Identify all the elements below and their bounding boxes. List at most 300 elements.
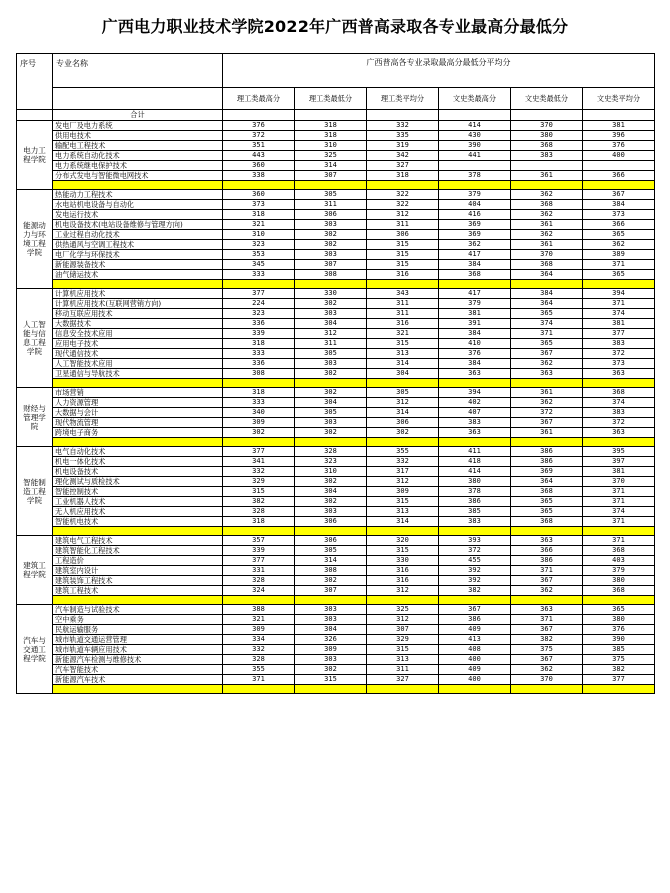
score-cell: 369 <box>439 220 511 230</box>
major-name: 城市轨道车辆应用技术 <box>53 645 223 655</box>
header-seq: 序号 <box>17 54 53 110</box>
score-cell <box>439 161 511 171</box>
table-row <box>17 517 655 527</box>
score-cell: 345 <box>223 260 295 270</box>
score-cell: 325 <box>367 605 439 615</box>
score-cell: 304 <box>295 625 367 635</box>
score-cell: 390 <box>439 141 511 151</box>
score-cell: 302 <box>295 497 367 507</box>
score-cell: 409 <box>439 665 511 675</box>
score-cell: 368 <box>583 546 655 556</box>
score-cell: 351 <box>223 141 295 151</box>
score-cell: 368 <box>511 487 583 497</box>
score-cell: 308 <box>295 566 367 576</box>
score-cell: 392 <box>439 566 511 576</box>
score-cell: 366 <box>583 220 655 230</box>
table-row <box>17 299 655 309</box>
score-cell: 321 <box>223 615 295 625</box>
score-cell: 396 <box>583 131 655 141</box>
major-name: 工程造价 <box>53 556 223 566</box>
score-cell: 362 <box>511 230 583 240</box>
major-name: 理化测试与质检技术 <box>53 477 223 487</box>
score-cell: 341 <box>223 457 295 467</box>
score-cell: 335 <box>367 131 439 141</box>
score-cell: 371 <box>511 566 583 576</box>
score-cell: 367 <box>511 418 583 428</box>
score-cell: 315 <box>295 675 367 685</box>
major-name: 汽车智能技术 <box>53 665 223 675</box>
table-row <box>17 388 655 398</box>
score-cell: 430 <box>439 131 511 141</box>
table-row <box>17 131 655 141</box>
table-row <box>17 635 655 645</box>
separator-cell <box>439 181 511 190</box>
score-cell: 362 <box>439 240 511 250</box>
major-name: 应用电子技术 <box>53 339 223 349</box>
score-cell: 375 <box>511 645 583 655</box>
separator-cell <box>223 596 295 605</box>
score-cell: 371 <box>511 615 583 625</box>
table-row <box>17 457 655 467</box>
major-name: 民航运输服务 <box>53 625 223 635</box>
score-cell: 312 <box>295 329 367 339</box>
score-cell: 307 <box>295 260 367 270</box>
score-cell: 371 <box>583 517 655 527</box>
score-cell: 368 <box>583 388 655 398</box>
major-name: 电厂化学与环保技术 <box>53 250 223 260</box>
score-cell: 365 <box>511 339 583 349</box>
score-cell: 340 <box>223 408 295 418</box>
major-name: 智能控制技术 <box>53 487 223 497</box>
score-cell: 368 <box>583 586 655 596</box>
score-cell: 386 <box>439 497 511 507</box>
score-cell: 360 <box>223 161 295 171</box>
score-cell: 384 <box>583 200 655 210</box>
separator-cell <box>511 685 583 694</box>
score-cell: 302 <box>295 428 367 438</box>
score-cell: 302 <box>295 576 367 586</box>
score-cell: 393 <box>439 536 511 546</box>
score-cell: 408 <box>439 645 511 655</box>
score-cell: 385 <box>583 645 655 655</box>
separator-cell <box>295 685 367 694</box>
score-cell: 357 <box>223 536 295 546</box>
separator-cell <box>367 438 439 447</box>
major-name: 城市轨道交通运营管理 <box>53 635 223 645</box>
header-col: 文史类最低分 <box>511 88 583 110</box>
major-name: 输配电工程技术 <box>53 141 223 151</box>
score-cell: 318 <box>295 121 367 131</box>
score-cell: 381 <box>583 319 655 329</box>
separator-cell <box>439 280 511 289</box>
score-cell: 383 <box>439 517 511 527</box>
score-cell: 383 <box>583 408 655 418</box>
score-cell: 367 <box>511 349 583 359</box>
score-cell: 383 <box>511 151 583 161</box>
major-name: 供热通风与空调工程技术 <box>53 240 223 250</box>
header-col: 文史类平均分 <box>583 88 655 110</box>
table-row <box>17 546 655 556</box>
total-cell <box>223 110 295 121</box>
table-row <box>17 220 655 230</box>
score-cell: 323 <box>223 240 295 250</box>
separator-cell <box>223 181 295 190</box>
separator-cell <box>511 596 583 605</box>
score-cell: 332 <box>223 467 295 477</box>
score-cell: 322 <box>367 200 439 210</box>
major-name: 大数据与会计 <box>53 408 223 418</box>
table-row <box>17 359 655 369</box>
score-cell: 377 <box>583 675 655 685</box>
score-cell: 330 <box>295 289 367 299</box>
table-row <box>17 369 655 379</box>
score-cell: 365 <box>511 497 583 507</box>
major-name: 分布式发电与智能微电网技术 <box>53 171 223 181</box>
major-name: 工业机器人技术 <box>53 497 223 507</box>
separator-cell <box>439 379 511 388</box>
total-cell <box>295 110 367 121</box>
major-name: 卫星通信与导航技术 <box>53 369 223 379</box>
score-cell: 400 <box>439 655 511 665</box>
score-cell: 368 <box>511 200 583 210</box>
major-name: 建筑室内设计 <box>53 566 223 576</box>
score-cell: 361 <box>511 388 583 398</box>
score-cell: 390 <box>583 635 655 645</box>
table-row <box>17 240 655 250</box>
score-cell: 394 <box>583 289 655 299</box>
score-cell: 314 <box>295 556 367 566</box>
table-row <box>17 161 655 171</box>
score-cell: 373 <box>583 210 655 220</box>
separator-row <box>17 527 655 536</box>
table-row <box>17 349 655 359</box>
score-cell: 372 <box>223 131 295 141</box>
separator-row <box>17 280 655 289</box>
separator-cell <box>223 685 295 694</box>
score-cell: 309 <box>223 625 295 635</box>
score-cell: 308 <box>295 270 367 280</box>
score-cell: 355 <box>223 665 295 675</box>
separator-cell <box>53 685 223 694</box>
separator-cell <box>511 280 583 289</box>
separator-cell <box>439 438 511 447</box>
separator-row <box>17 379 655 388</box>
score-cell: 370 <box>511 121 583 131</box>
score-cell: 334 <box>223 635 295 645</box>
score-cell: 314 <box>295 161 367 171</box>
score-cell: 343 <box>367 289 439 299</box>
score-cell: 310 <box>295 141 367 151</box>
header-col: 理工类平均分 <box>367 88 439 110</box>
table-row <box>17 645 655 655</box>
score-cell: 311 <box>367 299 439 309</box>
score-cell: 441 <box>439 151 511 161</box>
score-cell: 373 <box>223 200 295 210</box>
score-cell: 386 <box>511 457 583 467</box>
separator-cell <box>511 181 583 190</box>
score-cell: 362 <box>511 665 583 675</box>
score-cell: 318 <box>223 339 295 349</box>
major-name: 新能源装备技术 <box>53 260 223 270</box>
major-name: 工业过程自动化技术 <box>53 230 223 240</box>
score-cell: 328 <box>223 576 295 586</box>
score-cell: 376 <box>583 141 655 151</box>
score-cell: 318 <box>223 388 295 398</box>
score-cell: 367 <box>511 625 583 635</box>
score-cell: 368 <box>511 141 583 151</box>
total-cell <box>367 110 439 121</box>
table-row <box>17 319 655 329</box>
score-cell: 323 <box>295 457 367 467</box>
score-cell: 303 <box>295 359 367 369</box>
score-cell: 304 <box>295 319 367 329</box>
score-cell: 370 <box>511 675 583 685</box>
separator-cell <box>53 280 223 289</box>
total-cell <box>511 110 583 121</box>
score-cell: 377 <box>223 556 295 566</box>
score-cell: 305 <box>295 190 367 200</box>
score-cell: 312 <box>367 586 439 596</box>
score-cell: 361 <box>511 171 583 181</box>
total-cell <box>439 110 511 121</box>
score-cell: 333 <box>223 349 295 359</box>
score-cell: 327 <box>367 675 439 685</box>
score-cell: 363 <box>583 428 655 438</box>
score-cell: 321 <box>367 329 439 339</box>
score-cell: 362 <box>511 359 583 369</box>
separator-row <box>17 438 655 447</box>
score-cell: 321 <box>223 220 295 230</box>
major-name: 建筑工程技术 <box>53 586 223 596</box>
score-cell: 372 <box>439 546 511 556</box>
separator-cell <box>295 181 367 190</box>
major-name: 计算机应用技术(互联网营销方向) <box>53 299 223 309</box>
separator-cell <box>583 596 655 605</box>
separator-cell <box>439 685 511 694</box>
score-cell: 402 <box>439 398 511 408</box>
table-row <box>17 171 655 181</box>
score-cell: 381 <box>439 309 511 319</box>
separator-cell <box>53 596 223 605</box>
score-cell: 373 <box>583 359 655 369</box>
score-cell: 302 <box>295 299 367 309</box>
score-cell: 389 <box>583 250 655 260</box>
score-cell: 383 <box>439 418 511 428</box>
score-cell: 376 <box>583 625 655 635</box>
table-row <box>17 418 655 428</box>
score-cell: 302 <box>295 665 367 675</box>
score-cell: 365 <box>583 270 655 280</box>
score-cell: 418 <box>439 457 511 467</box>
score-cell: 367 <box>511 576 583 586</box>
table-row <box>17 615 655 625</box>
score-cell: 382 <box>511 635 583 645</box>
table-row <box>17 408 655 418</box>
separator-cell <box>511 379 583 388</box>
score-cell: 314 <box>367 517 439 527</box>
score-cell: 371 <box>511 329 583 339</box>
score-cell: 329 <box>367 635 439 645</box>
major-name: 空中乘务 <box>53 615 223 625</box>
score-cell: 318 <box>367 171 439 181</box>
major-name: 机电设备技术(电站设备维修与管理方向) <box>53 220 223 230</box>
score-cell: 362 <box>511 586 583 596</box>
separator-cell <box>583 379 655 388</box>
score-cell: 375 <box>583 655 655 665</box>
header-col: 理工类最高分 <box>223 88 295 110</box>
score-cell: 386 <box>511 556 583 566</box>
score-cell: 371 <box>583 260 655 270</box>
score-cell: 374 <box>583 507 655 517</box>
table-row <box>17 260 655 270</box>
score-cell: 362 <box>511 190 583 200</box>
header-col: 文史类最高分 <box>439 88 511 110</box>
major-name: 现代通信技术 <box>53 349 223 359</box>
score-cell: 330 <box>367 556 439 566</box>
score-cell: 455 <box>439 556 511 566</box>
score-cell: 302 <box>295 240 367 250</box>
score-cell: 413 <box>439 635 511 645</box>
score-cell: 411 <box>439 447 511 457</box>
separator-cell <box>53 379 223 388</box>
score-cell: 224 <box>223 299 295 309</box>
score-cell: 317 <box>367 467 439 477</box>
table-row <box>17 507 655 517</box>
score-cell: 312 <box>367 398 439 408</box>
score-cell: 311 <box>367 220 439 230</box>
score-cell: 308 <box>223 369 295 379</box>
score-cell: 386 <box>439 615 511 625</box>
score-cell: 386 <box>511 447 583 457</box>
score-cell: 376 <box>223 121 295 131</box>
score-cell: 305 <box>295 349 367 359</box>
score-cell: 315 <box>367 250 439 260</box>
table-row <box>17 339 655 349</box>
score-cell: 370 <box>511 250 583 260</box>
score-cell: 364 <box>511 477 583 487</box>
score-cell: 328 <box>223 507 295 517</box>
score-cell: 303 <box>295 220 367 230</box>
score-cell: 302 <box>295 388 367 398</box>
score-cell: 304 <box>295 487 367 497</box>
score-cell: 338 <box>223 171 295 181</box>
score-cell: 367 <box>439 605 511 615</box>
score-cell: 314 <box>367 408 439 418</box>
table-row <box>17 121 655 131</box>
score-cell: 327 <box>367 161 439 171</box>
score-cell: 360 <box>223 190 295 200</box>
separator-cell <box>583 181 655 190</box>
separator-cell <box>511 527 583 536</box>
major-name: 建筑智能化工程技术 <box>53 546 223 556</box>
score-cell: 303 <box>295 605 367 615</box>
score-cell: 368 <box>511 517 583 527</box>
score-cell: 323 <box>223 309 295 319</box>
table-row <box>17 556 655 566</box>
score-cell: 366 <box>583 171 655 181</box>
score-cell: 377 <box>583 329 655 339</box>
major-name: 大数据技术 <box>53 319 223 329</box>
score-cell: 370 <box>583 477 655 487</box>
score-cell: 363 <box>439 369 511 379</box>
table-row <box>17 230 655 240</box>
major-name: 人力资源管理 <box>53 398 223 408</box>
score-cell: 303 <box>295 615 367 625</box>
score-cell: 372 <box>583 418 655 428</box>
score-cell: 409 <box>439 625 511 635</box>
table-row <box>17 210 655 220</box>
score-cell: 362 <box>511 210 583 220</box>
score-cell: 379 <box>583 566 655 576</box>
separator-cell <box>583 280 655 289</box>
score-cell: 313 <box>367 349 439 359</box>
score-cell: 363 <box>511 536 583 546</box>
score-cell: 316 <box>367 576 439 586</box>
score-cell: 380 <box>583 615 655 625</box>
score-cell: 380 <box>511 131 583 141</box>
major-name: 人工智能技术应用 <box>53 359 223 369</box>
score-cell: 309 <box>295 645 367 655</box>
college-name: 电力工程学院 <box>17 121 53 190</box>
score-cell: 336 <box>223 319 295 329</box>
document-title: 广西电力职业技术学院2022年广西普高录取各专业最高分最低分 <box>101 17 569 36</box>
separator-cell <box>295 438 367 447</box>
score-cell: 362 <box>511 398 583 408</box>
score-cell: 312 <box>367 477 439 487</box>
score-cell: 324 <box>223 586 295 596</box>
score-cell: 318 <box>223 517 295 527</box>
major-name: 市场营销 <box>53 388 223 398</box>
total-label: 合计 <box>53 110 223 121</box>
score-cell: 361 <box>511 240 583 250</box>
separator-cell <box>511 438 583 447</box>
score-cell: 382 <box>223 497 295 507</box>
score-cell: 384 <box>439 260 511 270</box>
score-cell: 400 <box>583 151 655 161</box>
score-cell: 371 <box>583 487 655 497</box>
header-main: 广西普高各专业录取最高分最低分平均分 <box>223 54 655 88</box>
score-cell: 394 <box>439 388 511 398</box>
score-cell: 304 <box>367 369 439 379</box>
score-cell: 336 <box>223 359 295 369</box>
score-cell: 383 <box>583 339 655 349</box>
header-name-spacer <box>53 88 223 110</box>
score-cell: 374 <box>583 398 655 408</box>
major-name: 电气自动化技术 <box>53 447 223 457</box>
score-cell: 302 <box>295 230 367 240</box>
score-cell: 331 <box>223 566 295 576</box>
college-name: 能源动力与环境工程学院 <box>17 190 53 289</box>
score-cell: 384 <box>439 329 511 339</box>
table-row <box>17 329 655 339</box>
score-cell: 366 <box>511 546 583 556</box>
score-cell: 362 <box>583 240 655 250</box>
table-row <box>17 250 655 260</box>
major-name: 热能动力工程技术 <box>53 190 223 200</box>
table-row <box>17 467 655 477</box>
score-cell: 371 <box>583 536 655 546</box>
score-cell: 365 <box>511 507 583 517</box>
major-name: 发电运行技术 <box>53 210 223 220</box>
score-cell: 310 <box>295 467 367 477</box>
separator-cell <box>367 379 439 388</box>
college-name: 建筑工程学院 <box>17 536 53 605</box>
header-name: 专业名称 <box>53 54 223 88</box>
table-row <box>17 270 655 280</box>
major-name: 移动互联应用技术 <box>53 309 223 319</box>
score-cell: 325 <box>295 151 367 161</box>
score-cell: 407 <box>439 408 511 418</box>
